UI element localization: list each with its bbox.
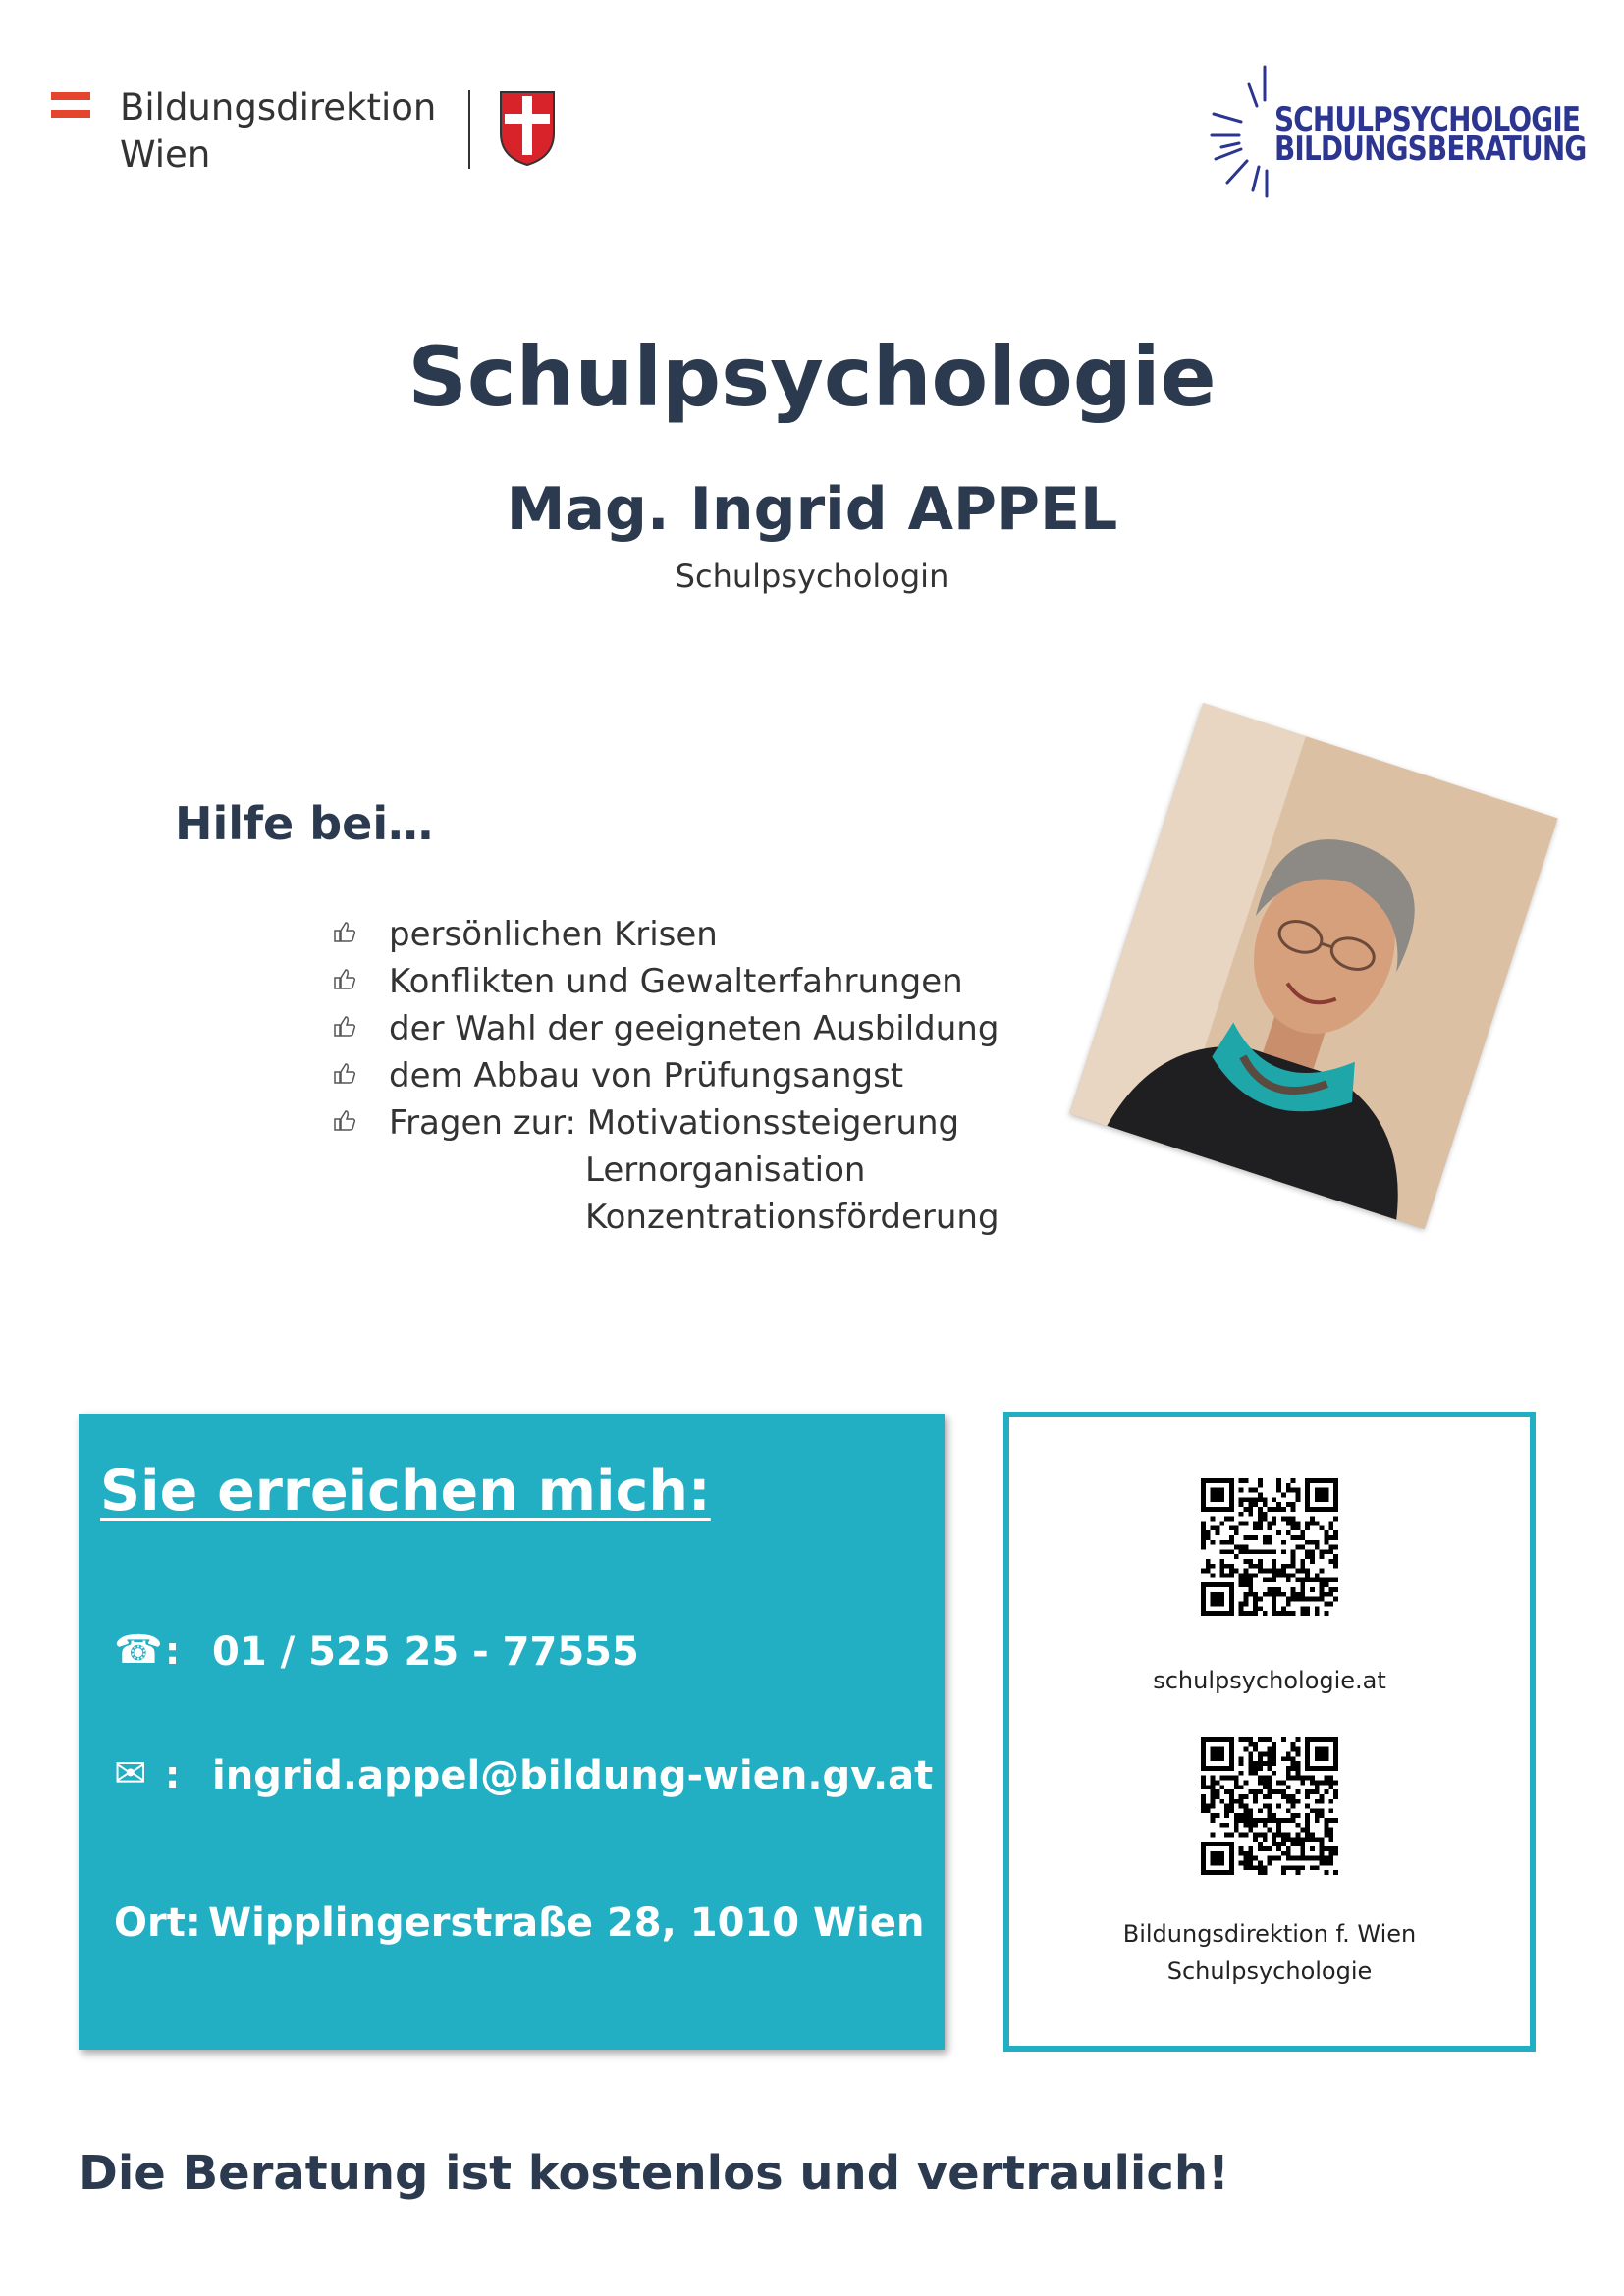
- footer-statement: Die Beratung ist kostenlos und vertraulich!: [79, 2146, 1229, 2201]
- schulpsychologie-logo: [1206, 61, 1587, 198]
- list-subitem: [332, 1150, 1117, 1198]
- qr-label-website: schulpsychologie.at: [1153, 1667, 1386, 1694]
- list-item: [332, 915, 1117, 962]
- list-item: [332, 962, 1117, 1009]
- partner-logo-line1: SCHULPSYCHOLOGIE: [1274, 100, 1581, 139]
- help-item-text: persönlichen Krisen: [389, 915, 718, 954]
- location-label: Ort:: [114, 1900, 201, 1946]
- thumbs-up-icon: [332, 1013, 357, 1039]
- help-item-text: Fragen zur: Motivationssteigerung: [389, 1103, 960, 1143]
- qr-code-icon[interactable]: [1201, 1737, 1338, 1875]
- help-heading: Hilfe bei…: [175, 797, 434, 850]
- list-item: [332, 1009, 1117, 1056]
- contact-heading: Sie erreichen mich:: [100, 1459, 711, 1523]
- thumbs-up-icon: [332, 1107, 357, 1133]
- logo-divider: [468, 90, 470, 169]
- help-item-text: Konflikten und Gewalterfahrungen: [389, 962, 963, 1001]
- vienna-shield-icon: [499, 90, 556, 167]
- qr-label-dept: Schulpsychologie: [1166, 1957, 1373, 1985]
- partner-logo-line2: BILDUNGSBERATUNG: [1274, 130, 1587, 169]
- org-name-line1: Bildungsdirektion: [120, 86, 437, 129]
- person-name: Mag. Ingrid APPEL: [506, 475, 1118, 544]
- thumbs-up-icon: [332, 966, 357, 991]
- phone-number[interactable]: 01 / 525 25 - 77555: [212, 1629, 639, 1675]
- org-name-line2: Wien: [120, 133, 211, 176]
- qr-label-org: Bildungsdirektion f. Wien: [1122, 1920, 1417, 1948]
- location-address: Wipplingerstraße 28, 1010 Wien: [208, 1900, 925, 1946]
- person-role: Schulpsychologin: [675, 558, 949, 595]
- email-link[interactable]: ingrid.appel@bildung-wien.gv.at: [212, 1753, 934, 1798]
- list-subitem: [332, 1198, 1117, 1245]
- austria-flag-icon: [51, 92, 90, 118]
- qr-code-icon[interactable]: [1201, 1478, 1338, 1616]
- help-subitem-text: Konzentrationsförderung: [585, 1198, 1000, 1237]
- thumbs-up-icon: [332, 919, 357, 944]
- phone-colon: :: [165, 1629, 181, 1673]
- help-list: [332, 915, 1117, 1245]
- list-item: [332, 1103, 1117, 1150]
- sunburst-icon: [1206, 61, 1284, 198]
- bildungsdirektion-logo: [51, 86, 601, 185]
- mail-colon: :: [165, 1753, 181, 1796]
- portrait-illustration: [1069, 703, 1557, 1229]
- help-item-text: dem Abbau von Prüfungsangst: [389, 1056, 904, 1095]
- help-item-text: der Wahl der geeigneten Ausbildung: [389, 1009, 1000, 1048]
- help-subitem-text: Lernorganisation: [585, 1150, 866, 1190]
- qr-code-box: [1003, 1412, 1536, 2052]
- list-item: [332, 1056, 1117, 1103]
- portrait-photo: [1069, 703, 1557, 1229]
- contact-box: [79, 1414, 945, 2050]
- thumbs-up-icon: [332, 1060, 357, 1086]
- phone-icon: ☎: [114, 1628, 163, 1673]
- mail-icon: ✉: [114, 1751, 147, 1796]
- page-title: Schulpsychologie: [407, 329, 1217, 425]
